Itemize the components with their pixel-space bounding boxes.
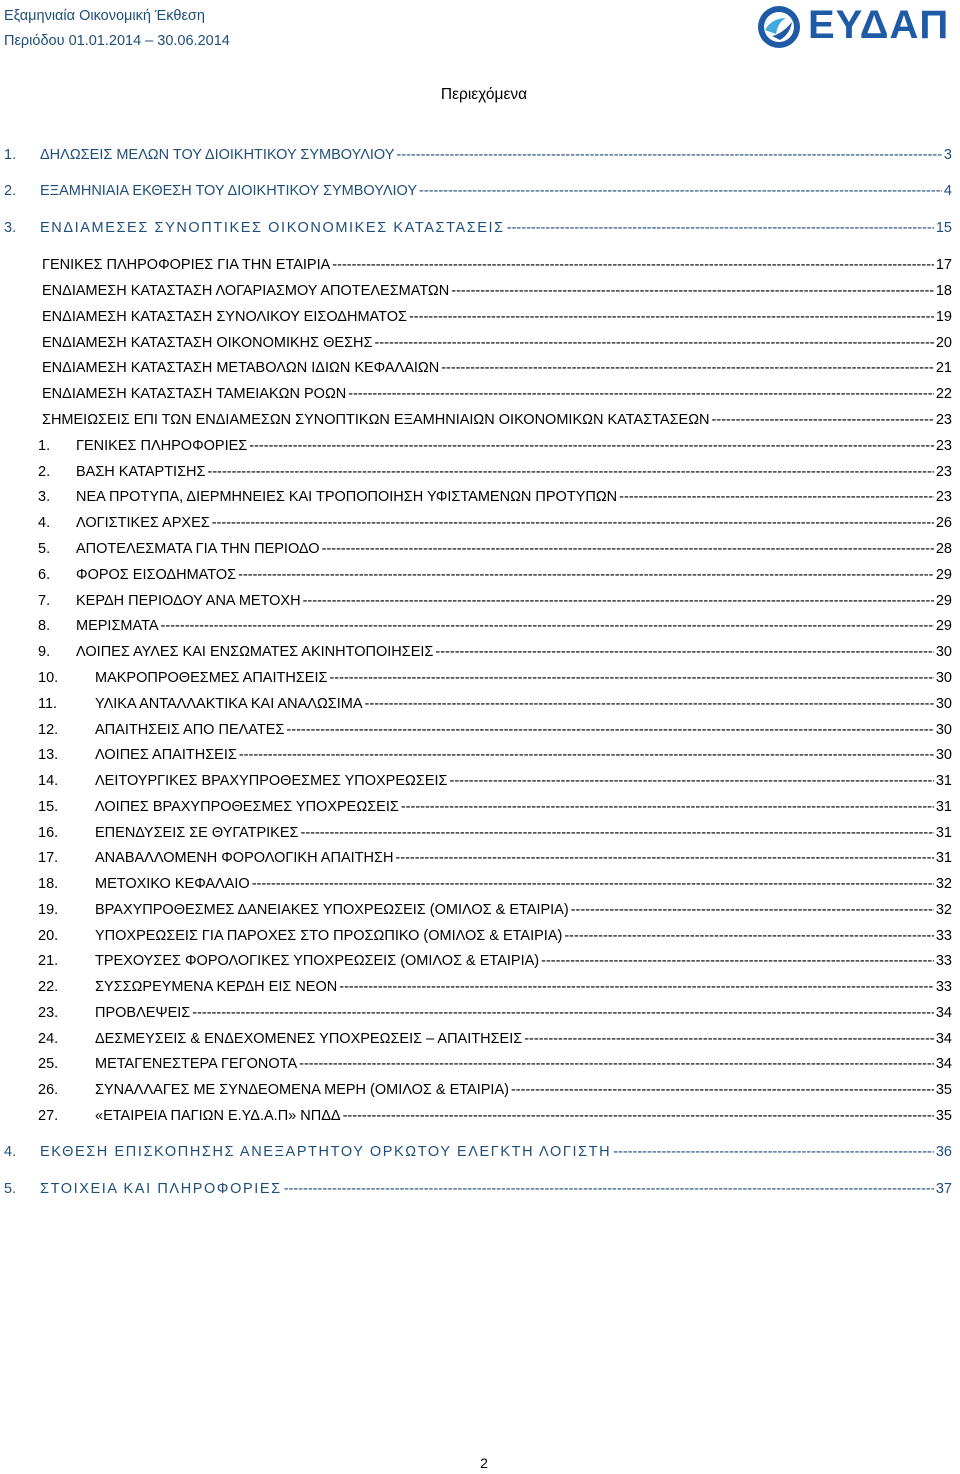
toc-text: ΔΗΛΩΣΕΙΣ ΜΕΛΩΝ ΤΟΥ ΔΙΟΙΚΗΤΙΚΟΥ ΣΥΜΒΟΥΛΙΟΥ	[40, 147, 395, 163]
toc-page: 34	[935, 1005, 952, 1021]
toc-leader	[239, 744, 934, 766]
toc-leader	[396, 144, 942, 166]
toc-text: ΕΝΔΙΑΜΕΣΕΣ ΣΥΝΟΠΤΙΚΕΣ ΟΙΚΟΝΟΜΙΚΕΣ ΚΑΤΑΣΤΑΣΕΙΣ	[40, 220, 505, 236]
toc-entry[interactable]	[4, 144, 952, 166]
toc-page: 31	[935, 773, 952, 789]
toc-page: 20	[935, 335, 952, 351]
toc-leader	[252, 873, 934, 895]
toc-note-entry[interactable]	[38, 719, 952, 741]
toc-text: ΛΟΙΠΕΣ ΑΥΛΕΣ ΚΑΙ ΕΝΣΩΜΑΤΕΣ ΑΚΙΝΗΤΟΠΟΙΗΣΕΙΣ	[76, 644, 434, 660]
toc-sub-entry[interactable]	[42, 254, 952, 276]
toc-text: ΚΕΡΔΗ ΠΕΡΙΟΔΟΥ ΑΝΑ ΜΕΤΟΧΗ	[76, 593, 301, 609]
toc-number: 27.	[38, 1108, 59, 1124]
toc-number: 20.	[38, 928, 59, 944]
toc-entry[interactable]	[4, 1178, 952, 1200]
toc-leader	[401, 796, 934, 818]
toc-number: 18.	[38, 876, 59, 892]
toc-text: ΕΝΔΙΑΜΕΣΗ ΚΑΤΑΣΤΑΣΗ ΛΟΓΑΡΙΑΣΜΟΥ ΑΠΟΤΕΛΕΣΜΑΤΩΝ	[42, 283, 450, 299]
toc-note-entry[interactable]	[38, 461, 952, 483]
toc-number: 9.	[38, 644, 51, 660]
toc-page: 29	[935, 567, 952, 583]
toc-page: 23	[935, 464, 952, 480]
toc-leader	[507, 217, 934, 239]
toc-note-entry[interactable]	[38, 822, 952, 844]
toc-text: ΝΕΑ ΠΡΟΤΥΠΑ, ΔΙΕΡΜΗΝΕΙΕΣ ΚΑΙ ΤΡΟΠΟΠΟΙΗΣΗ ΥΦΙΣΤΑΜΕΝΩΝ ΠΡΟΤΥΠΩΝ	[76, 489, 618, 505]
toc-page: 23	[935, 438, 952, 454]
logo-wordmark: ΕΥΔΑΠ	[808, 3, 950, 47]
toc-page: 33	[935, 953, 952, 969]
toc-text: ΕΝΔΙΑΜΕΣΗ ΚΑΤΑΣΤΑΣΗ ΟΙΚΟΝΟΜΙΚΗΣ ΘΕΣΗΣ	[42, 335, 373, 351]
toc-number: 7.	[38, 593, 51, 609]
toc-number: 4.	[4, 1144, 17, 1160]
toc-page: 31	[935, 825, 952, 841]
toc-note-entry[interactable]	[38, 512, 952, 534]
toc-page: 26	[935, 515, 952, 531]
toc-text: ΦΟΡΟΣ ΕΙΣΟΔΗΜΑΤΟΣ	[76, 567, 237, 583]
toc-note-entry[interactable]	[38, 770, 952, 792]
toc-text: ΕΠΕΝΔΥΣΕΙΣ ΣΕ ΘΥΓΑΤΡΙΚΕΣ	[95, 825, 299, 841]
toc-sub-entry[interactable]	[42, 280, 952, 302]
toc-leader	[541, 950, 934, 972]
toc-entry[interactable]	[4, 180, 952, 202]
toc-leader	[419, 180, 942, 202]
toc-leader	[207, 461, 933, 483]
toc-note-entry[interactable]	[38, 1002, 952, 1024]
toc-note-entry[interactable]	[38, 796, 952, 818]
toc-note-entry[interactable]	[38, 590, 952, 612]
toc-sub-entry[interactable]	[42, 306, 952, 328]
toc-text: ΜΑΚΡΟΠΡΟΘΕΣΜΕΣ ΑΠΑΙΤΗΣΕΙΣ	[95, 670, 328, 686]
toc-note-entry[interactable]	[38, 538, 952, 560]
toc-leader	[212, 512, 934, 534]
toc-leader	[161, 615, 934, 637]
toc-note-entry[interactable]	[38, 873, 952, 895]
toc-leader	[286, 719, 933, 741]
report-title: Εξαμηνιαία Οικονομική Έκθεση	[4, 8, 205, 24]
toc-leader	[303, 590, 934, 612]
toc-page: 4	[943, 183, 952, 199]
toc-page: 31	[935, 850, 952, 866]
toc-text: ΛΟΓΙΣΤΙΚΕΣ ΑΡΧΕΣ	[76, 515, 210, 531]
toc-leader	[238, 564, 934, 586]
toc-text: ΒΑΣΗ ΚΑΤΑΡΤΙΣΗΣ	[76, 464, 206, 480]
toc-text: ΓΕΝΙΚΕΣ ΠΛΗΡΟΦΟΡΙΕΣ	[76, 438, 248, 454]
toc-note-entry[interactable]	[38, 486, 952, 508]
toc-leader	[619, 486, 934, 508]
toc-title: Περιεχόμενα	[440, 86, 528, 103]
toc-text: ΛΕΙΤΟΥΡΓΙΚΕΣ ΒΡΑΧΥΠΡΟΘΕΣΜΕΣ ΥΠΟΧΡΕΩΣΕΙΣ	[95, 773, 448, 789]
toc-page: 33	[935, 979, 952, 995]
toc-note-entry[interactable]	[38, 847, 952, 869]
eydap-logo	[756, 4, 952, 48]
toc-text: ΣΤΟΙΧΕΙΑ ΚΑΙ ΠΛΗΡΟΦΟΡΙΕΣ	[40, 1181, 282, 1197]
toc-page: 32	[935, 902, 952, 918]
toc-number: 3.	[4, 220, 17, 236]
toc-page: 33	[935, 928, 952, 944]
toc-leader	[451, 280, 934, 302]
toc-note-entry[interactable]	[38, 1053, 952, 1075]
toc-text: ΑΝΑΒΑΛΛΟΜΕΝΗ ΦΟΡΟΛΟΓΙΚΗ ΑΠΑΙΤΗΣΗ	[95, 850, 394, 866]
toc-number: 5.	[4, 1181, 17, 1197]
toc-leader	[300, 822, 933, 844]
toc-leader	[299, 1053, 934, 1075]
toc-leader	[571, 899, 934, 921]
toc-text: ΕΚΘΕΣΗ ΕΠΙΣΚΟΠΗΣΗΣ ΑΝΕΞΑΡΤΗΤΟΥ ΟΡΚΩΤΟΥ ΕΛΕΓΚΤΗ ΛΟΓΙΣΤΗ	[40, 1144, 612, 1160]
toc-page: 18	[935, 283, 952, 299]
toc-page: 34	[935, 1056, 952, 1072]
toc-number: 14.	[38, 773, 59, 789]
toc-text: ΔΕΣΜΕΥΣΕΙΣ & ΕΝΔΕΧΟΜΕΝΕΣ ΥΠΟΧΡΕΩΣΕΙΣ – ΑΠΑΙΤΗΣΕΙΣ	[95, 1031, 523, 1047]
toc-sub-entry[interactable]	[42, 383, 952, 405]
toc-page: 30	[935, 696, 952, 712]
toc-leader	[365, 693, 934, 715]
eydap-logo-icon	[756, 4, 802, 50]
toc-number: 24.	[38, 1031, 59, 1047]
toc-sub-entry[interactable]	[42, 409, 952, 431]
toc-page: 32	[935, 876, 952, 892]
toc-text: ΑΠΑΙΤΗΣΕΙΣ ΑΠΟ ΠΕΛΑΤΕΣ	[95, 722, 285, 738]
toc-leader	[329, 667, 933, 689]
toc-note-entry[interactable]	[38, 1028, 952, 1050]
toc-text: ΜΕΤΑΓΕΝΕΣΤΕΡΑ ΓΕΓΟΝΟΤΑ	[95, 1056, 298, 1072]
toc-number: 12.	[38, 722, 59, 738]
toc-sub-entry[interactable]	[42, 357, 952, 379]
toc-leader	[435, 641, 933, 663]
toc-note-entry[interactable]	[38, 1105, 952, 1127]
toc-page: 37	[935, 1181, 952, 1197]
toc-leader	[249, 435, 934, 457]
toc-number: 11.	[38, 696, 58, 712]
toc-page: 29	[935, 618, 952, 634]
toc-note-entry[interactable]	[38, 564, 952, 586]
toc-leader	[284, 1178, 934, 1200]
toc-note-entry[interactable]	[38, 641, 952, 663]
toc-leader	[564, 925, 934, 947]
toc-page: 36	[935, 1144, 952, 1160]
toc-note-entry[interactable]	[38, 950, 952, 972]
toc-page: 17	[935, 257, 952, 273]
toc-number: 17.	[38, 850, 59, 866]
toc-text: ΑΠΟΤΕΛΕΣΜΑΤΑ ΓΙΑ ΤΗΝ ΠΕΡΙΟΔΟ	[76, 541, 320, 557]
report-header	[4, 4, 230, 54]
toc-note-entry[interactable]	[38, 744, 952, 766]
toc-note-entry[interactable]	[38, 976, 952, 998]
toc-leader	[348, 383, 934, 405]
toc-number: 6.	[38, 567, 51, 583]
toc-leader	[409, 306, 934, 328]
toc-text: «ΕΤΑΙΡΕΙΑ ΠΑΓΙΩΝ Ε.ΥΔ.Α.Π» ΝΠΔΔ	[95, 1108, 341, 1124]
toc-leader	[441, 357, 934, 379]
toc-number: 8.	[38, 618, 51, 634]
toc-text: ΥΛΙΚΑ ΑΝΤΑΛΛΑΚΤΙΚΑ ΚΑΙ ΑΝΑΛΩΣΙΜΑ	[95, 696, 363, 712]
toc-number: 21.	[38, 953, 59, 969]
toc-text: ΒΡΑΧΥΠΡΟΘΕΣΜΕΣ ΔΑΝΕΙΑΚΕΣ ΥΠΟΧΡΕΩΣΕΙΣ (ΟΜΙΛΟΣ & ΕΤΑΙΡΙΑ)	[95, 902, 569, 918]
toc-number: 1.	[38, 438, 51, 454]
toc-note-entry[interactable]	[38, 1079, 952, 1101]
toc-leader	[524, 1028, 934, 1050]
toc-note-entry[interactable]	[38, 693, 952, 715]
toc-text: ΠΡΟΒΛΕΨΕΙΣ	[95, 1005, 191, 1021]
toc-note-entry[interactable]	[38, 615, 952, 637]
toc-leader	[343, 1105, 934, 1127]
toc-text: ΣΥΝΑΛΛΑΓΕΣ ΜΕ ΣΥΝΔΕΟΜΕΝΑ ΜΕΡΗ (ΟΜΙΛΟΣ & ΕΤΑΙΡΙΑ)	[95, 1082, 509, 1098]
toc-leader	[332, 254, 934, 276]
toc-page: 19	[935, 309, 952, 325]
toc-leader	[395, 847, 933, 869]
toc-page: 35	[935, 1082, 952, 1098]
toc-number: 23.	[38, 1005, 59, 1021]
toc-text: ΣΗΜΕΙΩΣΕΙΣ ΕΠΙ ΤΩΝ ΕΝΔΙΑΜΕΣΩΝ ΣΥΝΟΠΤΙΚΩΝ ΕΞΑΜΗΝΙΑΙΩΝ ΟΙΚΟΝΟΜΙΚΩΝ ΚΑΤΑΣΤΑΣΕΩΝ	[42, 412, 710, 428]
toc-entry[interactable]	[4, 217, 952, 239]
report-period: Περιόδου 01.01.2014 – 30.06.2014	[4, 33, 230, 49]
toc-number: 26.	[38, 1082, 59, 1098]
toc-page: 34	[935, 1031, 952, 1047]
toc-note-entry[interactable]	[38, 667, 952, 689]
toc-note-entry[interactable]	[38, 899, 952, 921]
toc-page: 28	[935, 541, 952, 557]
toc-text: ΤΡΕΧΟΥΣΕΣ ΦΟΡΟΛΟΓΙΚΕΣ ΥΠΟΧΡΕΩΣΕΙΣ (ΟΜΙΛΟΣ & ΕΤΑΙΡΙΑ)	[95, 953, 540, 969]
toc-leader	[712, 409, 934, 431]
toc-number: 13.	[38, 747, 59, 763]
toc-entry[interactable]	[4, 1141, 952, 1163]
toc-text: ΕΝΔΙΑΜΕΣΗ ΚΑΤΑΣΤΑΣΗ ΤΑΜΕΙΑΚΩΝ ΡΟΩΝ	[42, 386, 347, 402]
toc-number: 4.	[38, 515, 51, 531]
toc-number: 15.	[38, 799, 59, 815]
toc-note-entry[interactable]	[38, 925, 952, 947]
toc-leader	[375, 332, 934, 354]
toc-number: 22.	[38, 979, 59, 995]
toc-number: 1.	[4, 147, 17, 163]
toc-page: 21	[935, 360, 952, 376]
toc-page: 30	[935, 722, 952, 738]
toc-leader	[322, 538, 934, 560]
toc-text: ΕΝΔΙΑΜΕΣΗ ΚΑΤΑΣΤΑΣΗ ΣΥΝΟΛΙΚΟΥ ΕΙΣΟΔΗΜΑΤΟΣ	[42, 309, 407, 325]
toc-text: ΛΟΙΠΕΣ ΑΠΑΙΤΗΣΕΙΣ	[95, 747, 237, 763]
toc-page: 15	[935, 220, 952, 236]
toc-number: 2.	[38, 464, 51, 480]
toc-leader	[339, 976, 934, 998]
toc-page: 29	[935, 593, 952, 609]
toc-text: ΓΕΝΙΚΕΣ ΠΛΗΡΟΦΟΡΙΕΣ ΓΙΑ ΤΗΝ ΕΤΑΙΡΙΑ	[42, 257, 331, 273]
toc-page: 30	[935, 670, 952, 686]
page-number: 2	[480, 1455, 488, 1471]
toc-leader	[613, 1141, 934, 1163]
toc-page: 31	[935, 799, 952, 815]
toc-text: ΣΥΣΣΩΡΕΥΜΕΝΑ ΚΕΡΔΗ ΕΙΣ ΝΕΟΝ	[95, 979, 338, 995]
toc-leader	[449, 770, 933, 792]
toc-number: 2.	[4, 183, 17, 199]
toc-leader	[511, 1079, 934, 1101]
toc-text: ΜΕΡΙΣΜΑΤΑ	[76, 618, 159, 634]
toc-sub-entry[interactable]	[42, 332, 952, 354]
toc-number: 10.	[38, 670, 59, 686]
toc-page: 3	[943, 147, 952, 163]
toc-number: 25.	[38, 1056, 59, 1072]
toc-number: 5.	[38, 541, 51, 557]
toc-text: ΕΝΔΙΑΜΕΣΗ ΚΑΤΑΣΤΑΣΗ ΜΕΤΑΒΟΛΩΝ ΙΔΙΩΝ ΚΕΦΑΛΑΙΩΝ	[42, 360, 440, 376]
toc-page: 30	[935, 644, 952, 660]
toc-leader	[192, 1002, 934, 1024]
toc-number: 19.	[38, 902, 59, 918]
toc-number: 16.	[38, 825, 59, 841]
toc-page: 23	[935, 489, 952, 505]
toc-page: 22	[935, 386, 952, 402]
toc-text: ΜΕΤΟΧΙΚΟ ΚΕΦΑΛΑΙΟ	[95, 876, 250, 892]
toc-note-entry[interactable]	[38, 435, 952, 457]
toc-page: 35	[935, 1108, 952, 1124]
toc-page: 30	[935, 747, 952, 763]
toc-text: ΛΟΙΠΕΣ ΒΡΑΧΥΠΡΟΘΕΣΜΕΣ ΥΠΟΧΡΕΩΣΕΙΣ	[95, 799, 399, 815]
toc-text: ΥΠΟΧΡΕΩΣΕΙΣ ΓΙΑ ΠΑΡΟΧΕΣ ΣΤΟ ΠΡΟΣΩΠΙΚΟ (ΟΜΙΛΟΣ & ΕΤΑΙΡΙΑ)	[95, 928, 563, 944]
toc-number: 3.	[38, 489, 51, 505]
toc-page: 23	[935, 412, 952, 428]
toc-text: ΕΞΑΜΗΝΙΑΙΑ ΕΚΘΕΣΗ ΤΟΥ ΔΙΟΙΚΗΤΙΚΟΥ ΣΥΜΒΟΥΛΙΟΥ	[40, 183, 418, 199]
